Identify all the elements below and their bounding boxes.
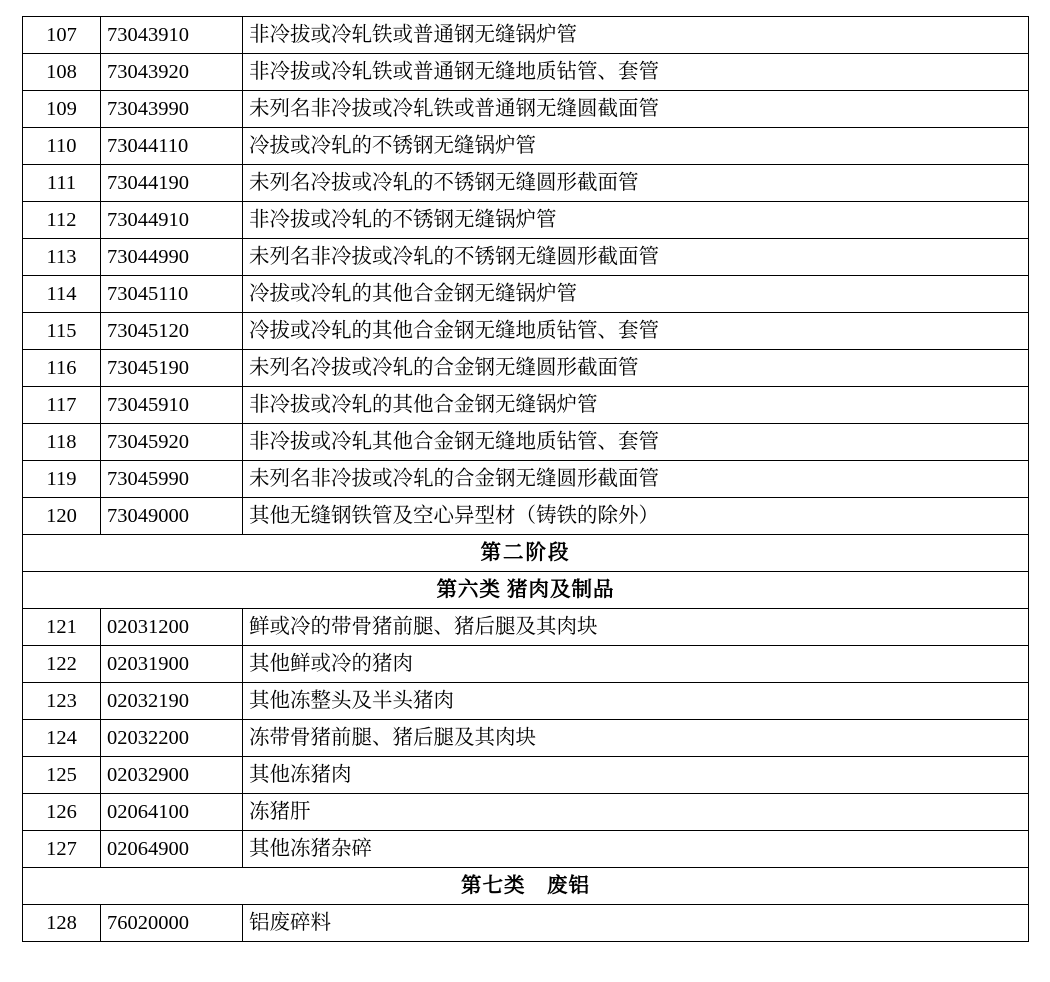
row-number: 123 [23,683,101,720]
row-description: 非冷拔或冷轧的其他合金钢无缝锅炉管 [243,387,1029,424]
table-row [23,54,1029,91]
row-tariff-code: 73049000 [101,498,243,535]
row-tariff-code: 02031900 [101,646,243,683]
row-tariff-code: 73044190 [101,165,243,202]
row-tariff-code: 73043990 [101,91,243,128]
row-tariff-code: 73045920 [101,424,243,461]
table-row [23,831,1029,868]
table-row [23,757,1029,794]
row-tariff-code: 02031200 [101,609,243,646]
row-description: 冻猪肝 [243,794,1029,831]
row-description: 其他冻猪肉 [243,757,1029,794]
row-number: 117 [23,387,101,424]
row-tariff-code: 73044110 [101,128,243,165]
row-number: 116 [23,350,101,387]
row-number: 122 [23,646,101,683]
row-number: 114 [23,276,101,313]
table-row [23,683,1029,720]
row-description: 冷拔或冷轧的不锈钢无缝锅炉管 [243,128,1029,165]
row-number: 118 [23,424,101,461]
row-number: 126 [23,794,101,831]
row-number: 111 [23,165,101,202]
row-number: 121 [23,609,101,646]
row-tariff-code: 73043920 [101,54,243,91]
row-description: 其他无缝钢铁管及空心异型材（铸铁的除外） [243,498,1029,535]
table-row [23,461,1029,498]
row-description: 鲜或冷的带骨猪前腿、猪后腿及其肉块 [243,609,1029,646]
row-number: 112 [23,202,101,239]
row-description: 未列名冷拔或冷轧的合金钢无缝圆形截面管 [243,350,1029,387]
row-description: 非冷拔或冷轧的不锈钢无缝锅炉管 [243,202,1029,239]
tariff-table-body [23,17,1029,942]
table-row [23,424,1029,461]
table-row [23,202,1029,239]
row-description: 其他冻整头及半头猪肉 [243,683,1029,720]
table-row [23,350,1029,387]
row-description: 铝废碎料 [243,905,1029,942]
row-description: 未列名非冷拔或冷轧铁或普通钢无缝圆截面管 [243,91,1029,128]
table-row [23,128,1029,165]
row-description: 冷拔或冷轧的其他合金钢无缝锅炉管 [243,276,1029,313]
table-row [23,646,1029,683]
table-row [23,609,1029,646]
row-tariff-code: 02064100 [101,794,243,831]
row-number: 124 [23,720,101,757]
row-tariff-code: 73045990 [101,461,243,498]
row-number: 120 [23,498,101,535]
row-number: 108 [23,54,101,91]
category-heading: 第七类 废铝 [23,868,1029,905]
row-tariff-code: 73045110 [101,276,243,313]
row-number: 113 [23,239,101,276]
row-tariff-code: 76020000 [101,905,243,942]
row-description: 非冷拔或冷轧铁或普通钢无缝锅炉管 [243,17,1029,54]
row-description: 其他鲜或冷的猪肉 [243,646,1029,683]
row-tariff-code: 73045120 [101,313,243,350]
table-row [23,313,1029,350]
table-row [23,720,1029,757]
table-row [23,387,1029,424]
stage-heading: 第二阶段 [23,535,1029,572]
row-number: 119 [23,461,101,498]
table-row [23,794,1029,831]
row-tariff-code: 02064900 [101,831,243,868]
row-number: 115 [23,313,101,350]
row-description: 非冷拔或冷轧其他合金钢无缝地质钻管、套管 [243,424,1029,461]
row-tariff-code: 73044910 [101,202,243,239]
row-description: 冻带骨猪前腿、猪后腿及其肉块 [243,720,1029,757]
row-description: 未列名非冷拔或冷轧的合金钢无缝圆形截面管 [243,461,1029,498]
row-tariff-code: 02032190 [101,683,243,720]
row-description: 其他冻猪杂碎 [243,831,1029,868]
row-tariff-code: 73044990 [101,239,243,276]
table-row [23,239,1029,276]
category-heading-row [23,572,1029,609]
table-row [23,276,1029,313]
row-description: 未列名冷拔或冷轧的不锈钢无缝圆形截面管 [243,165,1029,202]
table-row [23,498,1029,535]
row-description: 未列名非冷拔或冷轧的不锈钢无缝圆形截面管 [243,239,1029,276]
table-row [23,17,1029,54]
row-tariff-code: 02032900 [101,757,243,794]
row-description: 非冷拔或冷轧铁或普通钢无缝地质钻管、套管 [243,54,1029,91]
category-heading-row [23,868,1029,905]
stage-heading-row [23,535,1029,572]
row-description: 冷拔或冷轧的其他合金钢无缝地质钻管、套管 [243,313,1029,350]
row-number: 127 [23,831,101,868]
row-tariff-code: 02032200 [101,720,243,757]
row-number: 125 [23,757,101,794]
table-row [23,91,1029,128]
row-number: 110 [23,128,101,165]
row-number: 109 [23,91,101,128]
table-row [23,905,1029,942]
row-number: 128 [23,905,101,942]
category-heading: 第六类 猪肉及制品 [23,572,1029,609]
row-tariff-code: 73045910 [101,387,243,424]
row-number: 107 [23,17,101,54]
tariff-table [22,16,1029,942]
row-tariff-code: 73043910 [101,17,243,54]
row-tariff-code: 73045190 [101,350,243,387]
table-row [23,165,1029,202]
